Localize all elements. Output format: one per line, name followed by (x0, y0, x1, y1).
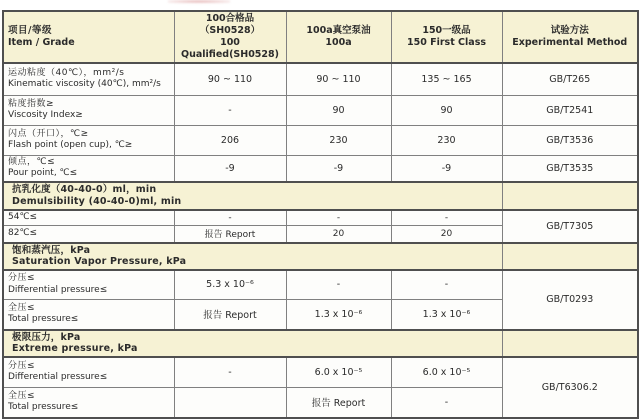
header-100-qualified-en: 100 Qualified(SH0528) (181, 37, 279, 60)
label-extreme-total-en: Total pressure≤ (8, 402, 79, 413)
value-demulsibility-54-150: - (391, 210, 502, 226)
label-extreme-differential-en: Differential pressure≤ (8, 372, 108, 383)
value-saturation-total-150: 1.3 x 10⁻⁶ (391, 300, 502, 330)
method-extreme: GB/T6306.2 (502, 357, 638, 418)
section-extreme-en: Extreme pressure, kPa (12, 343, 138, 354)
section-demulsibility-title (3, 182, 502, 210)
section-saturation-vapor-pressure (3, 243, 638, 270)
label-flash-point-zh: 闪点（开口），℃≥ (8, 128, 89, 139)
cropped-graphic-remnant (168, 0, 230, 3)
value-saturation-diff-150: - (391, 270, 502, 300)
section-extreme-method-cell (502, 330, 638, 357)
label-pour-point-en: Pour point, ℃≤ (8, 168, 78, 178)
section-saturation-title (3, 243, 502, 270)
header-item-grade (3, 11, 174, 63)
value-extreme-total-150: - (391, 388, 502, 418)
value-saturation-diff-100a: - (286, 270, 391, 300)
value-viscosity-100a: 90 ~ 110 (286, 63, 391, 95)
label-viscosity-index-zh: 粘度指数≥ (8, 98, 55, 109)
header-150-first-class-zh: 150一级品 (422, 25, 471, 36)
method-saturation: GB/T0293 (502, 270, 638, 330)
section-demulsibility (3, 182, 638, 210)
value-flash-point-100a: 230 (286, 125, 391, 155)
section-saturation-zh: 饱和蒸汽压，kPa (12, 244, 91, 256)
section-extreme-pressure (3, 330, 638, 357)
value-flash-point-100: 206 (174, 125, 286, 155)
method-viscosity-index: GB/T2541 (502, 95, 638, 125)
label-extreme-total-zh: 全压≤ (8, 390, 36, 401)
row-viscosity-index (3, 95, 638, 125)
header-item-grade-en: Item / Grade (8, 37, 75, 48)
method-pour-point: GB/T3535 (502, 155, 638, 182)
label-saturation-total-zh: 全压≤ (8, 302, 36, 313)
value-pour-point-100a: -9 (286, 155, 391, 182)
header-100-qualified (174, 11, 286, 63)
header-experimental-method-en: Experimental Method (512, 37, 628, 48)
value-extreme-diff-150: 6.0 x 10⁻⁵ (391, 357, 502, 388)
value-extreme-diff-100a: 6.0 x 10⁻⁵ (286, 357, 391, 388)
value-pour-point-100: -9 (174, 155, 286, 182)
header-100a-en: 100a (325, 37, 352, 48)
method-flash-point: GB/T3536 (502, 125, 638, 155)
row-pour-point (3, 155, 638, 182)
value-flash-point-150: 230 (391, 125, 502, 155)
section-saturation-en: Saturation Vapor Pressure, kPa (12, 256, 187, 267)
row-flash-point (3, 125, 638, 155)
label-saturation-differential-zh: 分压≤ (8, 273, 36, 284)
label-viscosity-index-en: Viscosity Index≥ (8, 110, 83, 120)
label-saturation-total (3, 300, 174, 330)
value-demulsibility-82-150: 20 (391, 226, 502, 243)
section-demulsibility-en: Demulsibility (40-40-0)ml, min (12, 195, 182, 207)
value-viscosity-100: 90 ~ 110 (174, 63, 286, 95)
label-saturation-total-en: Total pressure≤ (8, 314, 79, 325)
value-viscosity-index-100a: 90 (286, 95, 391, 125)
label-saturation-differential (3, 270, 174, 300)
section-demulsibility-method-cell (502, 182, 638, 210)
value-viscosity-150: 135 ~ 165 (391, 63, 502, 95)
section-demulsibility-zh: 抗乳化度（40-40-0）ml，min (12, 184, 157, 195)
method-viscosity: GB/T265 (502, 63, 638, 95)
section-extreme-title (3, 330, 502, 357)
label-flash-point-en: Flash point (open cup), ℃≥ (8, 140, 133, 150)
row-kinematic-viscosity (3, 63, 638, 95)
header-150-first-class (391, 11, 502, 63)
value-saturation-total-100a: 1.3 x 10⁻⁶ (286, 300, 391, 330)
label-pour-point-zh: 倾点，℃≤ (8, 156, 56, 167)
value-viscosity-index-150: 90 (391, 95, 502, 125)
method-demulsibility: GB/T7305 (502, 210, 638, 243)
header-experimental-method (502, 11, 638, 63)
value-saturation-total-100: 报告 Report (174, 300, 286, 330)
label-pour-point (3, 155, 174, 182)
value-extreme-total-100a: 报告 Report (286, 388, 391, 418)
value-extreme-total-100 (174, 388, 286, 418)
spec-table (2, 10, 639, 419)
header-150-first-class-en: 150 First Class (406, 37, 487, 48)
label-extreme-differential-zh: 分压≤ (8, 360, 36, 371)
label-demulsibility-82: 82℃≤ (3, 226, 174, 243)
value-extreme-diff-100: - (174, 357, 286, 388)
label-extreme-total (3, 388, 174, 418)
header-item-grade-zh: 项目/等级 (8, 25, 52, 36)
section-extreme-zh: 极限压力，kPa (12, 331, 81, 343)
header-experimental-method-zh: 试验方法 (550, 25, 589, 36)
header-100-qualified-zh: 100合格品（SH0528） (199, 13, 261, 36)
label-kinematic-viscosity-zh: 运动粘度（40℃），mm²/s (8, 67, 125, 78)
label-flash-point (3, 125, 174, 155)
row-saturation-differential (3, 270, 638, 300)
value-saturation-diff-100: 5.3 x 10⁻⁶ (174, 270, 286, 300)
label-kinematic-viscosity-en: Kinematic viscosity (40℃), mm²/s (8, 79, 161, 90)
label-extreme-differential (3, 357, 174, 388)
label-demulsibility-54: 54℃≤ (3, 210, 174, 226)
value-demulsibility-82-100a: 20 (286, 226, 391, 243)
label-viscosity-index (3, 95, 174, 125)
value-pour-point-150: -9 (391, 155, 502, 182)
header-100a (286, 11, 391, 63)
value-demulsibility-82-100: 报告 Report (174, 226, 286, 243)
value-demulsibility-54-100: - (174, 210, 286, 226)
label-kinematic-viscosity (3, 63, 174, 95)
row-extreme-differential (3, 357, 638, 388)
header-100a-zh: 100a真空泵油 (306, 25, 371, 36)
row-demulsibility-54 (3, 210, 638, 226)
section-saturation-method-cell (502, 243, 638, 270)
label-saturation-differential-en: Differential pressure≤ (8, 284, 108, 295)
value-viscosity-index-100: - (174, 95, 286, 125)
table-header-row (3, 11, 638, 63)
value-demulsibility-54-100a: - (286, 210, 391, 226)
